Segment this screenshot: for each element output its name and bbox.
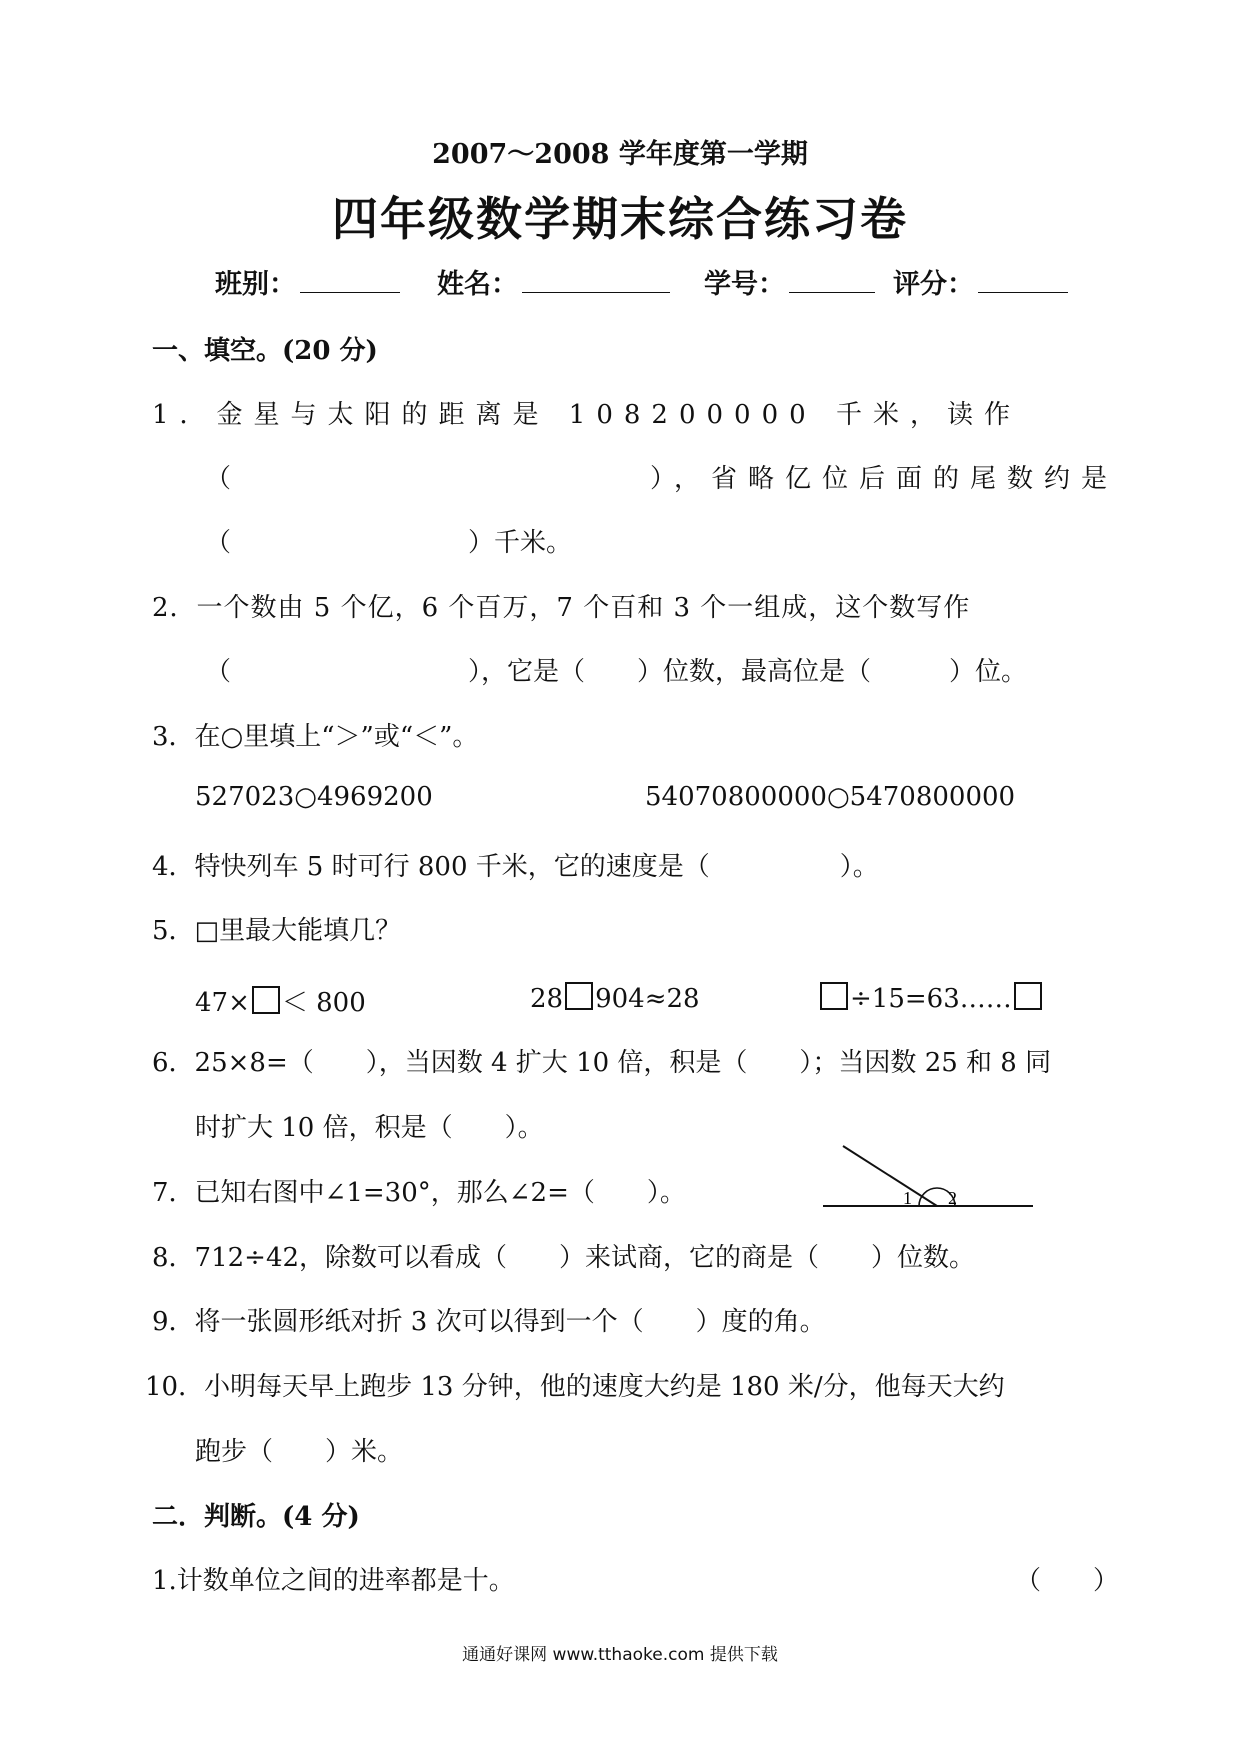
question-1-line-1: 1．金星与太阳的距离是 108200000 千米，读作: [152, 400, 1021, 430]
question-3-compare-a: 527023○4969200: [195, 782, 433, 812]
class-field: [215, 262, 400, 301]
question-9: 9．将一张圆形纸对折 3 次可以得到一个（ ）度的角。: [152, 1307, 826, 1337]
question-5-expr-b: 28 904≈28: [530, 984, 700, 1014]
answer-box[interactable]: [565, 982, 593, 1010]
section-2-heading: 二．判断。(4 分): [152, 1502, 360, 1532]
angle-1-label: 1: [903, 1188, 912, 1208]
judgement-answer-parens[interactable]: （ ）: [1015, 1566, 1120, 1596]
question-8: 8．712÷42，除数可以看成（ ）来试商，它的商是（ ）位数。: [152, 1243, 976, 1273]
question-2-blank-open: （: [205, 657, 232, 687]
name-label: 姓名：: [437, 269, 518, 300]
question-1-line-2: ），省略亿位后面的尾数约是: [650, 464, 1119, 494]
student-number-blank[interactable]: [789, 270, 875, 293]
question-3-compare-b: 54070800000○5470800000: [645, 782, 1016, 812]
score-field: [893, 262, 1068, 301]
judgement-question-1: 1.计数单位之间的进率都是十。: [152, 1566, 515, 1596]
answer-box[interactable]: [252, 986, 280, 1014]
term-subtitle: 2007～2008 学年度第一学期: [432, 139, 808, 170]
student-number-field: [704, 262, 875, 301]
angle-diagram: [815, 1140, 1040, 1220]
question-1-blank-open-2: （: [205, 528, 232, 558]
question-2-line-2: ），它是（ ）位数，最高位是（ ）位。: [468, 657, 1028, 687]
question-10-line-1: 10．小明每天早上跑步 13 分钟，他的速度大约是 180 米/分，他每天大约: [145, 1372, 1005, 1402]
score-blank[interactable]: [978, 270, 1068, 293]
answer-box[interactable]: [1014, 982, 1042, 1010]
answer-box[interactable]: [820, 982, 848, 1010]
question-2-line-1: 2．一个数由 5 个亿，6 个百万，7 个百和 3 个一组成，这个数写作: [152, 593, 971, 623]
name-field: [437, 262, 670, 301]
name-blank[interactable]: [522, 270, 670, 293]
question-6-line-2: 时扩大 10 倍，积是（ ）。: [195, 1113, 544, 1143]
question-1-blank-open: （: [205, 464, 232, 494]
question-3-line-1: 3．在○里填上“＞”或“＜”。: [152, 722, 479, 752]
angle-ray: [843, 1146, 937, 1206]
section-1-heading: 一、填空。(20 分): [152, 336, 378, 366]
question-1-line-3: ）千米。: [468, 528, 573, 558]
angle-2-label: 2: [948, 1188, 957, 1208]
class-blank[interactable]: [300, 270, 400, 293]
score-label: 评分：: [893, 269, 974, 300]
question-5-expr-a: 47× ＜ 800: [195, 988, 366, 1018]
question-5-line-1: 5．□里最大能填几？: [152, 916, 402, 946]
question-5-expr-c: ÷15=63……: [818, 982, 1044, 1014]
footer-source: 通通好课网 www.tthaoke.com 提供下载: [462, 1645, 778, 1665]
question-4: 4．特快列车 5 时可行 800 千米，它的速度是（ ）。: [152, 852, 879, 882]
question-7: 7．已知右图中∠1=30°，那么∠2=（ ）。: [152, 1178, 686, 1208]
page-title: 四年级数学期末综合练习卷: [332, 192, 908, 246]
class-label: 班别：: [215, 269, 296, 300]
student-number-label: 学号：: [704, 269, 785, 300]
question-10-line-2: 跑步（ ）米。: [195, 1437, 404, 1467]
question-6-line-1: 6．25×8=（ ），当因数 4 扩大 10 倍，积是（ ）；当因数 25 和 8 同: [152, 1048, 1052, 1078]
